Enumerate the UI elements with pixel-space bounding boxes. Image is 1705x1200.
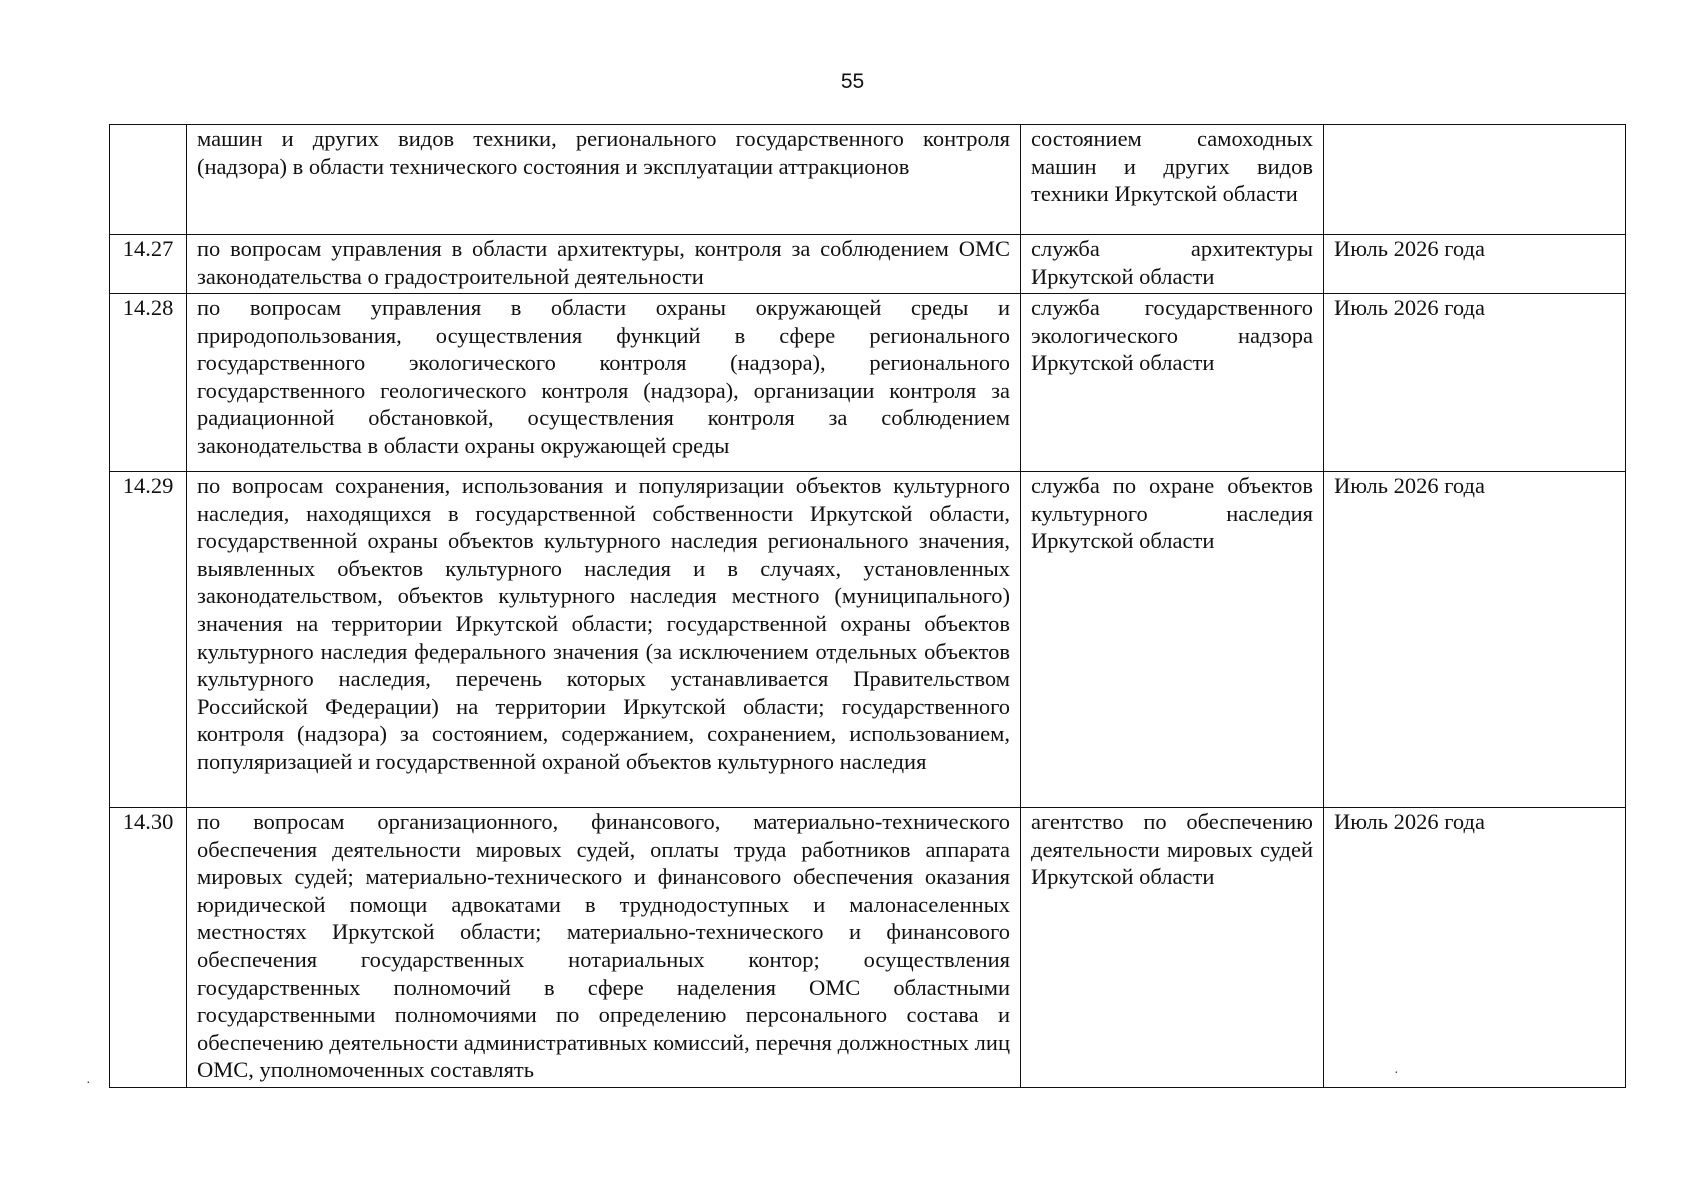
row-deadline bbox=[1324, 125, 1626, 235]
row-number: 14.30 bbox=[110, 808, 187, 1088]
table-row bbox=[110, 472, 1626, 808]
document-table bbox=[109, 124, 1626, 1088]
row-organization: агентство по обеспечению деятельности мировых судей Иркутской области bbox=[1021, 808, 1324, 1088]
table-row bbox=[110, 294, 1626, 472]
row-deadline: Июль 2026 года bbox=[1324, 808, 1626, 1088]
row-description: по вопросам организационного, финансового, материально-технического обеспечения деятельности мировых судей, оплаты труда работников аппарата мировых судей; материально-технического и финансового обеспечения оказания юридической помощи адвокатами в труднодоступных и малонаселенных местностях Иркутской области; материально-технического и финансового обеспечения государственных нотариальных контор; осуществления государственных полномочий в сфере наделения ОМС областными государственными полномочиями по определению персонального состава и обеспечению деятельности административных комиссий, перечня должностных лиц ОМС, уполномоченных составлять bbox=[187, 808, 1021, 1088]
row-description: по вопросам сохранения, использования и популяризации объектов культурного наследия, находящихся в государственной собственности Иркутской области, государственной охраны объектов культурного наследия регионального значения, выявленных объектов культурного наследия и в случаях, установленных законодательством, объектов культурного наследия местного (муниципального) значения на территории Иркутской области; государственной охраны объектов культурного наследия федерального значения (за исключением отдельных объектов культурного наследия, перечень которых устанавливается Правительством Российской Федерации) на территории Иркутской области; государственного контроля (надзора) за состоянием, содержанием, сохранением, использованием, популяризацией и государственной охраной объектов культурного наследия bbox=[187, 472, 1021, 808]
row-organization: служба государственного экологического надзора Иркутской области bbox=[1021, 294, 1324, 472]
table-row bbox=[110, 235, 1626, 294]
row-deadline: Июль 2026 года bbox=[1324, 472, 1626, 808]
row-description: по вопросам управления в области охраны окружающей среды и природопользования, осуществления функций в сфере регионального государственного экологического контроля (надзора), регионального государственного геологического контроля (надзора), организации контроля за радиационной обстановкой, осуществления контроля за соблюдением законодательства в области охраны окружающей среды bbox=[187, 294, 1021, 472]
scan-artifact-dot: · bbox=[86, 1076, 91, 1091]
row-number: 14.29 bbox=[110, 472, 187, 808]
row-description: машин и других видов техники, регионального государственного контроля (надзора) в области технического состояния и эксплуатации аттракционов bbox=[187, 125, 1021, 235]
table-row bbox=[110, 808, 1626, 1088]
page-number: 55 bbox=[840, 70, 865, 93]
row-organization: состоянием самоходных машин и других видов техники Иркутской области bbox=[1021, 125, 1324, 235]
table-row bbox=[110, 125, 1626, 235]
row-number: 14.27 bbox=[110, 235, 187, 294]
row-deadline: Июль 2026 года bbox=[1324, 235, 1626, 294]
row-deadline: Июль 2026 года bbox=[1324, 294, 1626, 472]
scan-artifact-dot: · bbox=[1394, 1066, 1399, 1081]
row-number bbox=[110, 125, 187, 235]
row-organization: служба по охране объектов культурного наследия Иркутской области bbox=[1021, 472, 1324, 808]
row-organization: служба архитектуры Иркутской области bbox=[1021, 235, 1324, 294]
row-number: 14.28 bbox=[110, 294, 187, 472]
row-description: по вопросам управления в области архитектуры, контроля за соблюдением ОМС законодательства о градостроительной деятельности bbox=[187, 235, 1021, 294]
